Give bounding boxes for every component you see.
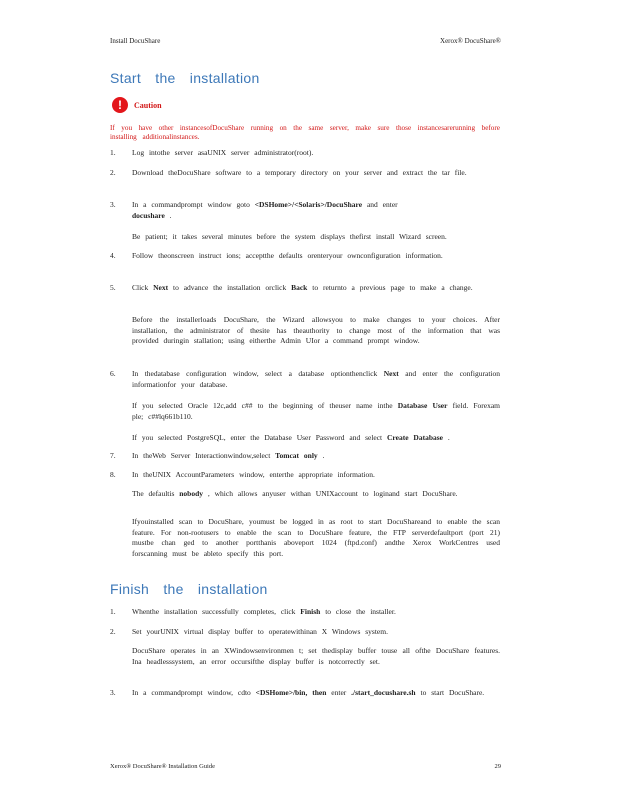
finish-step-2-note: DocuShare operates in an XWindowsenvironmen t; set thedisplay buffer touse all ofthe DocuShare features. Ina headlesssystem, an error occursifthe display buffer is notcorrectly set.: [132, 646, 500, 666]
finish-step-2-number: 2.: [110, 627, 116, 636]
page-header-left: Install DocuShare: [110, 37, 161, 45]
step-3-number: 3.: [110, 200, 116, 209]
step-5-text: Click Next to advance the installation orclick Back to returnto a previous page to make a change.: [132, 283, 473, 292]
caution-text: If you have other instancesofDocuShare running on the same server, make sure those instancesarerunning before installing additionalinstances.: [110, 124, 500, 141]
step-4-text: Follow theonscreen instruct ions; acceptthe defaults orenteryour ownconfiguration information.: [132, 251, 443, 260]
finish-section-title: Finish the installation: [110, 581, 268, 597]
finish-step-1-number: 1.: [110, 607, 116, 616]
caution-label: Caution: [134, 100, 162, 110]
step-3-text: In a commandprompt window goto <DSHome>/<Solaris>/DocuShare and enter docushare .: [132, 200, 398, 220]
page-header-right: Xerox® DocuShare®: [440, 37, 501, 45]
finish-step-1-text: Whenthe installation successfully completes, click Finish to close the installer.: [132, 607, 396, 616]
step-5-note: Before the installerloads DocuShare, the Wizard allowsyou to make changes to your choices. After installation, the administrator of thesite has theauthority to change most of the information that was provided duringin stallation; using eitherthe Admin UIor a command prompt window.: [132, 315, 500, 345]
step-5-number: 5.: [110, 283, 116, 292]
step-4-number: 4.: [110, 251, 116, 260]
finish-step-3-text: In a commandprompt window, cdto <DSHome>/bin, then enter ./start_docushare.sh to start DocuShare.: [132, 688, 485, 697]
step-7-number: 7.: [110, 451, 116, 460]
finish-step-3-number: 3.: [110, 688, 116, 697]
step-2-number: 2.: [110, 168, 116, 177]
step-6-number: 6.: [110, 369, 116, 378]
start-script-command: ./start_docushare.sh: [351, 688, 416, 697]
step-8-text: In theUNIX AccountParameters window, enterthe appropriate information.: [132, 470, 375, 479]
step-6-oracle-note: If you selected Oracle 12c,add c## to the beginning of theuser name inthe Database User field. Forexam ple; c##lq661b110.: [132, 401, 500, 421]
page-number: 29: [494, 763, 501, 770]
step-3-note: Be patient; it takes several minutes before the system displays thefirst install Wizard screen.: [132, 232, 447, 241]
step-8-default-note: The defaultis nobody , which allows anyuser withan UNIXaccount to loginand start DocuShare.: [132, 489, 458, 498]
step-1-text: Log intothe server asaUNIX server administrator(root).: [132, 148, 314, 157]
finish-step-2-text: Set yourUNIX virtual display buffer to operatewithinan X Windows system.: [132, 627, 388, 636]
docushare-command: docushare: [132, 210, 165, 220]
step-8-number: 8.: [110, 470, 116, 479]
step-7-text: In theWeb Server Interactionwindow,select Tomcat only .: [132, 451, 325, 460]
step-2-text: Download theDocuShare software to a temporary directory on your server and extract the tar file.: [132, 168, 467, 177]
step-6-postgres-note: If you selected PostgreSQL, enter the Database User Password and select Create Database .: [132, 433, 450, 442]
step-6-text: In thedatabase configuration window, select a database optionthenclick Next and enter the configuration informationfor your database.: [132, 369, 501, 389]
step-1-number: 1.: [110, 148, 116, 157]
caution-box: [112, 97, 162, 113]
step-8-scan-note: Ifyouinstalled scan to DocuShare, youmust be logged in as root to start DocuShareand to enable the scan feature. For non-rootusers to enable the scan to DocuShare feature, the FTP serverdefaultport (port 21) mustbe chan ged to another portthanis aboveport 1024 (ftpd.conf) andthe Xerox WorkCentres used forscanning must be ableto specify this port.: [132, 517, 500, 558]
caution-icon: !: [112, 97, 128, 113]
start-section-title: Start the installation: [110, 70, 260, 86]
page-footer-left: Xerox® DocuShare® Installation Guide: [110, 763, 216, 770]
dshome-path: <DSHome>/<Solaris>/DocuShare: [254, 200, 363, 209]
